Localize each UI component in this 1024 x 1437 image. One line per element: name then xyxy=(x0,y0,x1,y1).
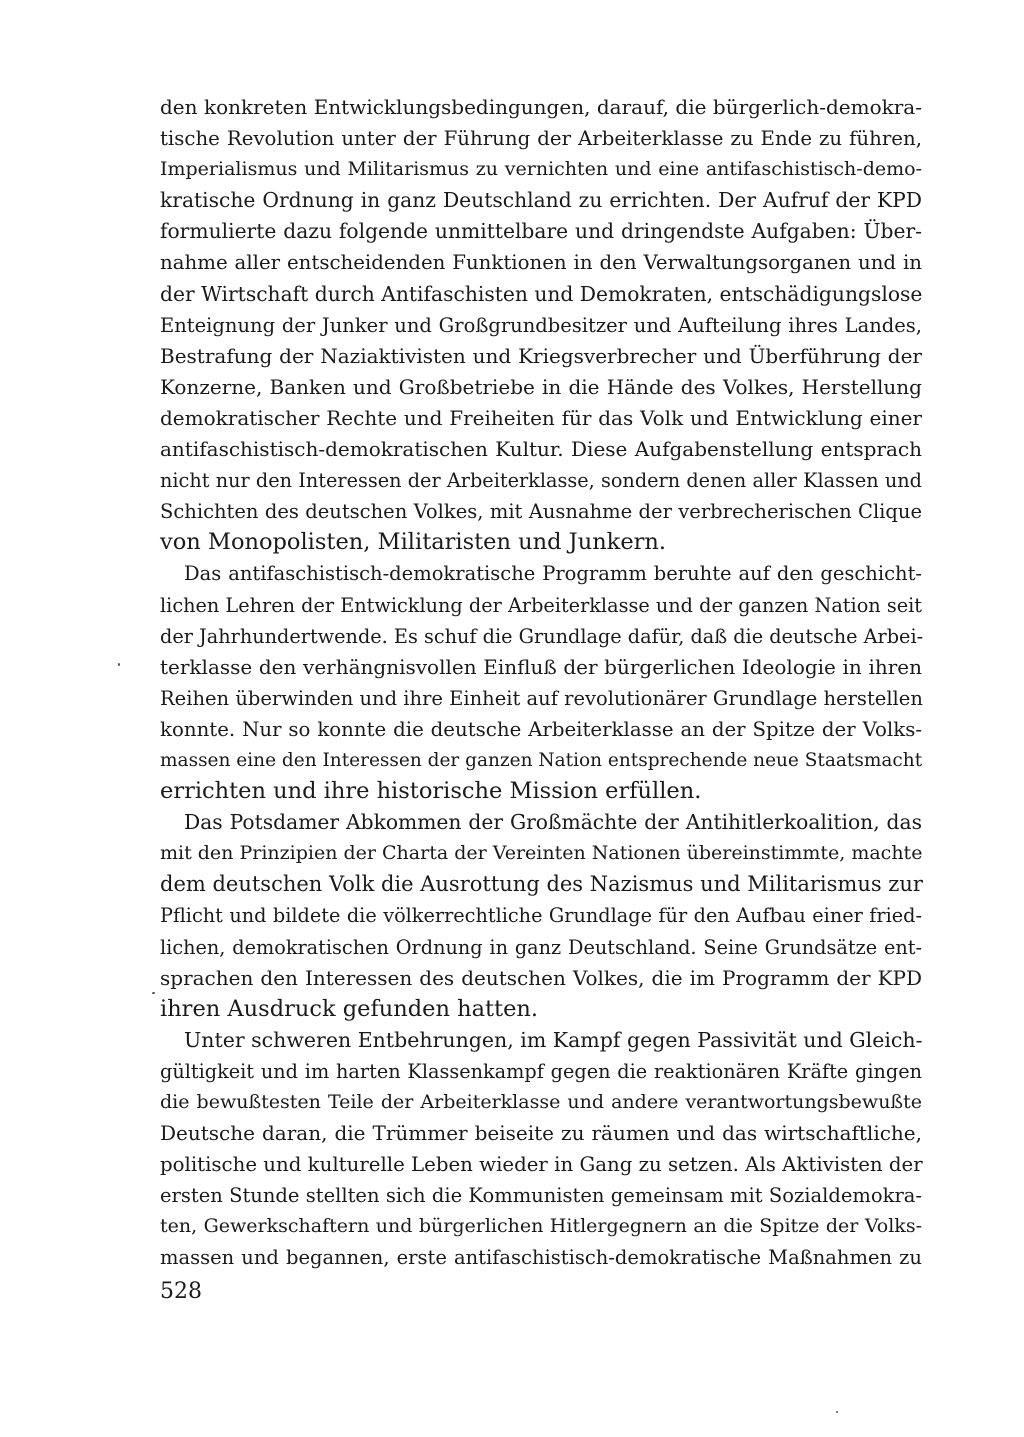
text-line: terklasse den verhängnisvollen Einfluß der bürgerlichen Ideologie in ihren xyxy=(160,654,922,679)
text-line: Imperialismus und Militarismus zu vernichten und eine antifaschistisch-demo- xyxy=(160,158,922,181)
text-line: der Jahrhundertwende. Es schuf die Grundlage dafür, daß die deutsche Arbei- xyxy=(160,624,924,648)
text-line: Reihen überwinden und ihre Einheit auf revolutionärer Grundlage herstellen xyxy=(160,686,923,710)
text-line: tische Revolution unter der Führung der Arbeiterklasse zu Ende zu führen, xyxy=(160,127,922,151)
scan-speck xyxy=(836,1411,838,1413)
text-line: sprachen den Interessen des deutschen Volkes, die im Programm der KPD xyxy=(160,965,922,990)
text-line: Unter schweren Entbehrungen, im Kampf gegen Passivität und Gleich- xyxy=(184,1027,923,1052)
text-line: massen eine den Interessen der ganzen Nation entsprechende neue Staatsmacht xyxy=(160,749,923,771)
text-line: demokratischer Rechte und Freiheiten für das Volk und Entwicklung einer xyxy=(160,405,922,430)
text-line: Bestrafung der Naziaktivisten und Kriegsverbrecher und Überführung der xyxy=(160,343,922,368)
text-line: dem deutschen Volk die Ausrottung des Nazismus und Militarismus zur xyxy=(160,872,923,897)
text-line: ihren Ausdruck gefunden hatten. xyxy=(160,995,539,1022)
text-line: nahme aller entscheidenden Funktionen in den Verwaltungsorganen und in xyxy=(160,251,922,275)
paragraph-1 xyxy=(160,92,922,558)
text-line: Konzerne, Banken und Großbetriebe in die Hände des Volkes, Herstellung xyxy=(160,374,922,399)
scan-speck xyxy=(118,663,120,666)
text-line: kratische Ordnung in ganz Deutschland zu errichten. Der Aufruf der KPD xyxy=(160,188,922,213)
body-text xyxy=(160,92,922,1274)
text-line: mit den Prinzipien der Charta der Vereinten Nationen übereinstimmte, machte xyxy=(160,842,923,865)
page-number: 528 xyxy=(160,1279,202,1304)
text-line: den konkreten Entwicklungsbedingungen, darauf, die bürgerlich-demokra- xyxy=(160,95,922,119)
text-line: lichen, demokratischen Ordnung in ganz Deutschland. Seine Grundsätze ent- xyxy=(160,935,922,959)
text-line: ersten Stunde stellten sich die Kommunisten gemeinsam mit Sozialdemokra- xyxy=(160,1184,922,1208)
paragraph-4 xyxy=(160,1025,922,1274)
text-line: Schichten des deutschen Volkes, mit Ausnahme der verbrecherischen Clique xyxy=(160,500,922,524)
text-line: formulierte dazu folgende unmittelbare und dringendste Aufgaben: Über- xyxy=(160,219,922,244)
text-line: gültigkeit und im harten Klassenkampf gegen die reaktionären Kräfte gingen xyxy=(160,1059,922,1083)
text-line: Deutsche daran, die Trümmer beiseite zu räumen und das wirtschaftliche, xyxy=(160,1121,922,1146)
paragraph-2 xyxy=(160,558,922,807)
text-line: ten, Gewerkschaftern und bürgerlichen Hitlergegnern an die Spitze der Volks- xyxy=(160,1215,922,1238)
scan-speck xyxy=(152,992,155,994)
text-line: nicht nur den Interessen der Arbeiterklasse, sondern denen aller Klassen und xyxy=(160,469,922,493)
text-line: massen und begannen, erste antifaschistisch-demokratische Maßnahmen zu xyxy=(160,1246,922,1270)
text-line: konnte. Nur so konnte die deutsche Arbeiterklasse an der Spitze der Volks- xyxy=(160,717,922,741)
paragraph-3 xyxy=(160,807,922,1025)
text-line: politische und kulturelle Leben wieder in Gang zu setzen. Als Aktivisten der xyxy=(160,1153,923,1177)
text-line: der Wirtschaft durch Antifaschisten und Demokraten, entschädigungslose xyxy=(160,281,923,306)
text-line: antifaschistisch-demokratischen Kultur. Diese Aufgabenstellung entsprach xyxy=(160,437,922,462)
text-line: Das Potsdamer Abkommen der Großmächte der Antihitlerkoalition, das xyxy=(184,810,922,835)
text-line: errichten und ihre historische Mission erfüllen. xyxy=(160,778,702,805)
text-line: von Monopolisten, Militaristen und Junkern. xyxy=(160,529,667,556)
text-line: Enteignung der Junker und Großgrundbesitzer und Aufteilung ihres Landes, xyxy=(160,313,922,337)
text-line: die bewußtesten Teile der Arbeiterklasse und andere verantwortungsbewußte xyxy=(160,1091,922,1113)
text-line: Pflicht und bildete die völkerrechtliche Grundlage für den Aufbau einer fried- xyxy=(160,904,922,928)
text-line: lichen Lehren der Entwicklung der Arbeiterklasse und der ganzen Nation seit xyxy=(160,593,922,617)
text-line: Das antifaschistisch-demokratische Programm beruhte auf den geschicht- xyxy=(184,562,922,586)
